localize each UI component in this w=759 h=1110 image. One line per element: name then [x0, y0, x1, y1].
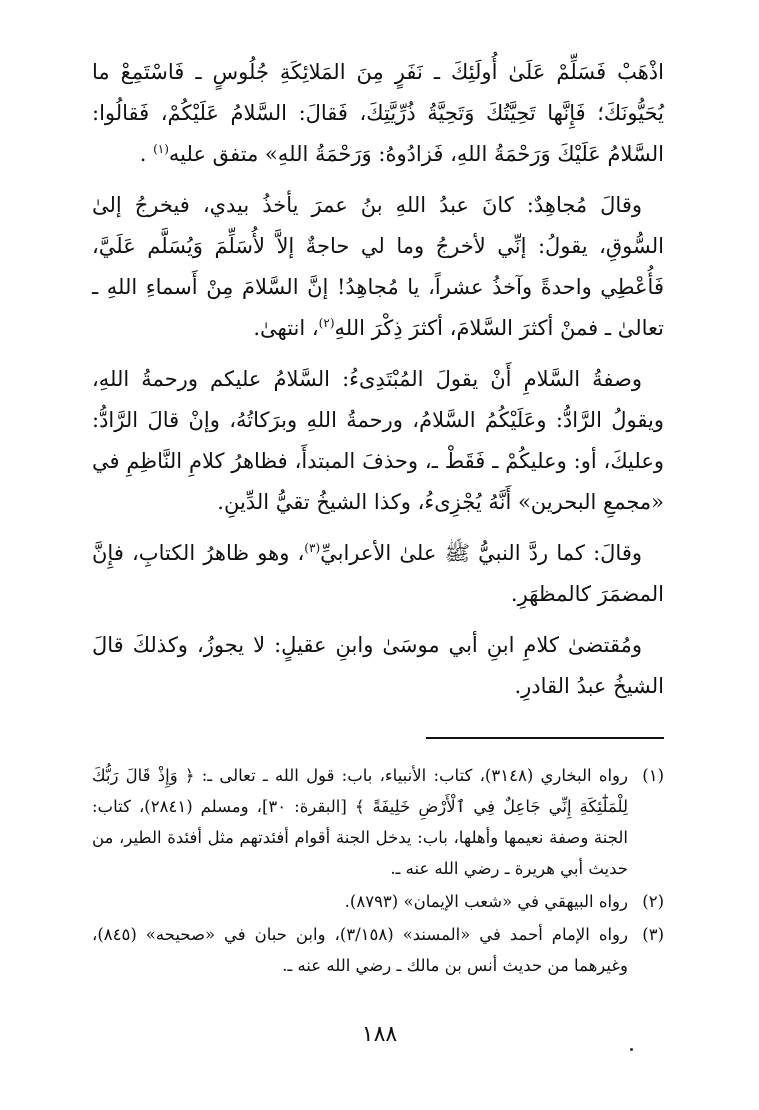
footnote-ref-1: (١) — [153, 142, 169, 156]
footnotes — [92, 760, 664, 983]
footnote-text: رواه البخاري (٣١٤٨)، كتاب: الأنبياء، باب: قول الله ـ تعالى ـ: ﴿ وَإِذْ قَالَ رَبُّكَ لِلْمَلَٰٓئِكَةِ إِنِّي جَاعِلٌ فِي ٱلْأَرْضِ خَلِيفَةً ﴾ [البقرة: ٣٠]، ومسلم (٢٨٤١)، كتاب: الجنة وصفة نعيمها وأهلها، باب: يدخل الجنة أقوام أفئدتهم مثل أفئدة الطير، من حديث أبي هريرة ـ رضي الله عنه ـ. — [92, 766, 628, 878]
paragraph-1-text: اذْهَبْ فَسَلِّمْ عَلَىٰ أُولَئِكَ ـ نَفَرٍ مِنَ المَلائِكَةِ جُلُوسٍ ـ فَاسْتَمِعْ ما يُحَيُّونَكَ؛ فَإِنَّها تَحِيَّتُكَ وَتَحِيَّةُ ذُرِّيَّتِكَ، فَقالَ: السَّلامُ عَلَيْكُمْ، فَقالُوا: السَّلامُ عَلَيْكَ وَرَحْمَةُ اللهِ، فَزادُوهُ: وَرَحْمَةُ اللهِ» متفق عليه — [92, 60, 664, 166]
footnote-ref-2: (٢) — [318, 316, 335, 330]
footnote-number: (٣) — [642, 925, 664, 944]
footnote-text: رواه الإمام أحمد في «المسند» (٣/١٥٨)، وابن حبان في «صحيحه» (٨٤٥)، وغيرهما من حديث أنس بن مالك ـ رضي الله عنه ـ. — [92, 925, 628, 975]
page-number: ١٨٨ — [361, 1022, 398, 1047]
paragraph-2-text: وقالَ مُجاهِدٌ: كانَ عبدُ اللهِ بنُ عمرَ يأخذُ بيدي، فيخرجُ إلىٰ السُّوقِ، يقولُ: إنِّي لأخرجُ وما لي حاجةٌ إلاَّ لأُسَلِّمَ وَيُسَلَّم عَلَيَّ، فَأُعْطِي واحدةً وآخذُ عشراً، يا مُجاهِدُ! إنَّ السَّلامَ مِنْ أَسماءِ اللهِ ـ تعالىٰ ـ فمنْ أكثرَ السَّلامَ، أكثرَ ذِكْرَ اللهِ — [92, 193, 664, 340]
footnote-divider — [426, 737, 664, 739]
footnote-number: (١) — [642, 766, 664, 785]
paragraph-4-tail: ، وهو ظاهرُ الكتابِ، فإِنَّ المضمَرَ كالمظهَرِ. — [92, 541, 664, 606]
paragraph-5 — [92, 625, 664, 707]
paragraph-2 — [92, 185, 664, 349]
print-speck — [630, 1048, 633, 1051]
paragraph-2-tail: ، انتهىٰ. — [253, 316, 319, 340]
paragraph-1: اذْهَبْ فَسَلِّمْ عَلَىٰ أُولَئِكَ ـ نَفَرٍ مِنَ المَلائِكَةِ جُلُوسٍ ـ فَاسْتَمِعْ ما يُحَيُّونَكَ؛ فَإِنَّها تَحِيَّتُكَ وَتَحِيَّةُ ذُرِّيَّتِكَ، فَقالَ: السَّلامُ عَلَيْكُمْ، فَقالُوا: السَّلامُ عَلَيْكَ وَرَحْمَةُ اللهِ، فَزادُوهُ: وَرَحْمَةُ اللهِ» متفق عليه$^{(١)}$ . — [92, 60, 664, 166]
footnote-text: رواه البيهقي في «شعب الإيمان» (٨٧٩٣). — [344, 892, 628, 911]
main-text — [92, 52, 664, 717]
paragraph-3 — [92, 359, 664, 523]
paragraph-3-text: وصفةُ السَّلامِ أَنْ يقولَ المُبْتَدِىءُ: السَّلامُ عليكم ورحمةُ اللهِ، ويقولُ الرَّادُّ: وعَلَيْكُمُ السَّلامُ، ورحمةُ اللهِ وبرَكاتُهُ، وإنْ قالَ الرَّادُّ: وعليكَ، أو: وعليكُمْ ـ فَقَطْ ـ، وحذفَ المبتدأَ، فظاهرُ كلامِ النَّاظِمِ في «مجمعِ البحرين» أَنَّهُ يُجْزِىءُ، وكذا الشيخُ تقيُّ الدِّينِ. — [92, 367, 664, 514]
footnote-ref-3: (٣) — [304, 541, 321, 555]
footnote-1 — [92, 760, 664, 884]
paragraph-4-text: وقالَ: كما ردَّ النبيُّ ﷺ علىٰ الأعرابيِّ — [320, 541, 642, 565]
footnote-number: (٢) — [642, 892, 664, 911]
paragraph-5-text: ومُقتضىٰ كلامِ ابنِ أبي موسَىٰ وابنِ عقيلٍ: لا يجوزُ، وكذلكَ قالَ الشيخُ عبدُ القادرِ. — [92, 633, 664, 698]
paragraph-4 — [92, 533, 664, 615]
footnote-3 — [92, 919, 664, 981]
footnote-2 — [92, 886, 664, 917]
